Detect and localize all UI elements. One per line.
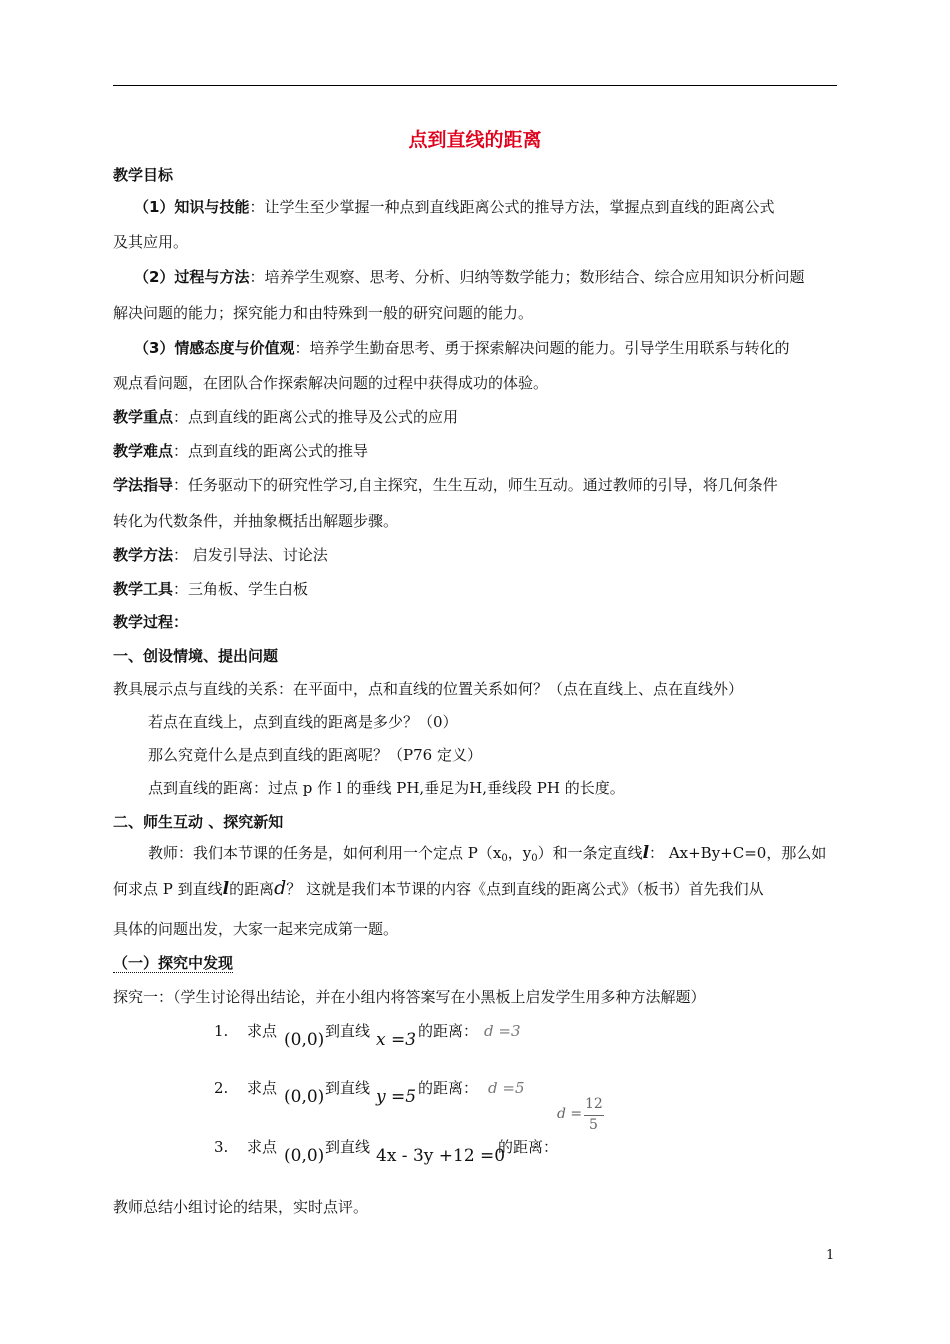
s2-text-d: ： Ax+By+C=0，那么如 [649, 844, 827, 862]
explore-intro: 探究一：（学生讨论得出结论，并在小组内将答案写在小黑板上启发学生用多种方法解题） [113, 988, 706, 1006]
study-guide-label: 学法指导 [113, 476, 174, 494]
objective-3-cont: 观点看问题，在团队合作探索解决问题的过程中获得成功的体验。 [113, 374, 549, 392]
section-1-line-2: 若点在直线上，点到直线的距离是多少？（0） [148, 713, 458, 731]
study-guide-cont: 转化为代数条件，并抽象概括出解题步骤。 [113, 512, 399, 530]
line-symbol-l-2: l [222, 879, 230, 899]
study-guide [113, 474, 778, 496]
problem-3-line-eq: 4x - 3y +12 =0 [376, 1146, 506, 1166]
s2p2-text-c: ？ 这就是我们本节课的内容《点到直线的距离公式》（板书）首先我们从 [286, 880, 764, 898]
subscript-0b: 0 [531, 853, 538, 864]
problem-3-answer-fraction [557, 1096, 617, 1138]
study-guide-text: ：任务驱动下的研究性学习,自主探究，生生互动，师生互动。通过教师的引导，将几何条件 [173, 476, 778, 494]
distance-symbol-d: d [274, 877, 287, 899]
difficulty-label: 教学难点 [113, 442, 174, 460]
problem-2-line-eq: y =5 [376, 1087, 417, 1107]
objective-3-text: ：培养学生勤奋思考、勇于探索解决问题的能力。引导学生用联系与转化的 [294, 339, 790, 357]
process-heading: 教学过程： [113, 613, 189, 631]
teaching-method-text: ： 启发引导法、讨论法 [173, 546, 328, 564]
problem-3-point: (0,0) [284, 1146, 325, 1166]
section-2-heading: 二、师生互动 、探究新知 [113, 813, 284, 831]
document-title: 点到直线的距离 [408, 129, 542, 151]
teaching-tools-label: 教学工具 [113, 580, 174, 598]
section-2-para-line-3: 具体的问题出发，大家一起来完成第一题。 [113, 920, 399, 938]
teaching-method-label: 教学方法 [113, 546, 174, 564]
section-1-heading: 一、创设情境、提出问题 [113, 647, 279, 665]
objective-2-cont: 解决问题的能力；探究能力和由特殊到一般的研究问题的能力。 [113, 304, 534, 322]
section-2-para-line-1 [148, 842, 826, 870]
s2p2-text-a: 何求点 P 到直线 [113, 880, 223, 898]
problem-1-number: 1. [214, 1022, 229, 1040]
teaching-tools-text: ：三角板、学生白板 [173, 580, 309, 598]
section-2-para-line-2 [113, 877, 764, 900]
problem-1-ask: 求点 [247, 1022, 278, 1040]
subsection-1-text: （一）探究中发现 [113, 954, 234, 972]
teaching-method [113, 544, 328, 566]
problem-3-dist-label: 的距离： [498, 1138, 559, 1156]
s2-text-c: ）和一条定直线 [537, 844, 643, 862]
problem-1-answer: d =3 [484, 1022, 521, 1040]
problem-2-answer: d =5 [488, 1079, 525, 1097]
objective-1-text: ：让学生至少掌握一种点到直线距离公式的推导方法，掌握点到直线的距离公式 [249, 198, 775, 216]
subscript-0: 0 [501, 853, 508, 864]
objective-1-cont: 及其应用。 [113, 233, 189, 251]
problem-2-point: (0,0) [284, 1087, 325, 1107]
problem-3-number: 3. [214, 1138, 229, 1156]
key-point-label: 教学重点 [113, 408, 174, 426]
fraction-bar [584, 1115, 604, 1116]
problem-1-point: (0,0) [284, 1030, 325, 1050]
objectives-heading: 教学目标 [113, 166, 174, 184]
problem-1-to: 到直线 [325, 1022, 371, 1040]
teaching-tools [113, 578, 308, 600]
fraction-lhs: d = [557, 1106, 583, 1122]
key-point-text: ：点到直线的距离公式的推导及公式的应用 [173, 408, 459, 426]
section-1-line-1: 教具展示点与直线的关系：在平面中，点和直线的位置关系如何？（点在直线上、点在直线外） [113, 680, 744, 698]
objective-2 [134, 266, 804, 288]
problem-3-ask: 求点 [247, 1138, 278, 1156]
key-point [113, 406, 458, 428]
section-1-line-4: 点到直线的距离：过点 p 作 l 的垂线 PH,垂足为H,垂线段 PH 的长度。 [148, 779, 625, 797]
s2-text-b: ，y [507, 844, 532, 862]
difficulty [113, 440, 368, 462]
problem-2-to: 到直线 [325, 1079, 371, 1097]
problem-2-ask: 求点 [247, 1079, 278, 1097]
objective-1 [134, 196, 774, 218]
s2-text-a: 教师：我们本节课的任务是，如何利用一个定点 P（x [148, 844, 502, 862]
summary-line: 教师总结小组讨论的结果，实时点评。 [113, 1198, 369, 1216]
s2p2-text-b: 的距离 [229, 880, 275, 898]
page-number: 1 [826, 1248, 835, 1263]
problem-2-dist-label: 的距离： [418, 1079, 479, 1097]
objective-1-label: （1）知识与技能 [134, 198, 250, 216]
fraction-denominator: 5 [589, 1117, 598, 1133]
difficulty-text: ：点到直线的距离公式的推导 [173, 442, 369, 460]
fraction-numerator: 12 [585, 1096, 603, 1112]
problem-2-number: 2. [214, 1079, 229, 1097]
problem-1-dist-label: 的距离： [418, 1022, 479, 1040]
objective-3-label: （3）情感态度与价值观 [134, 339, 295, 357]
objective-2-label: （2）过程与方法 [134, 268, 250, 286]
objective-3 [134, 337, 789, 359]
subsection-1-heading [113, 952, 233, 974]
section-1-line-3: 那么究竟什么是点到直线的距离呢？（P76 定义） [148, 746, 482, 764]
problem-1-line-eq: x =3 [376, 1030, 417, 1050]
objective-2-text: ：培养学生观察、思考、分析、归纳等数学能力；数形结合、综合应用知识分析问题 [249, 268, 805, 286]
problem-3-to: 到直线 [325, 1138, 371, 1156]
header-rule [113, 85, 837, 86]
line-symbol-l: l [642, 843, 650, 863]
